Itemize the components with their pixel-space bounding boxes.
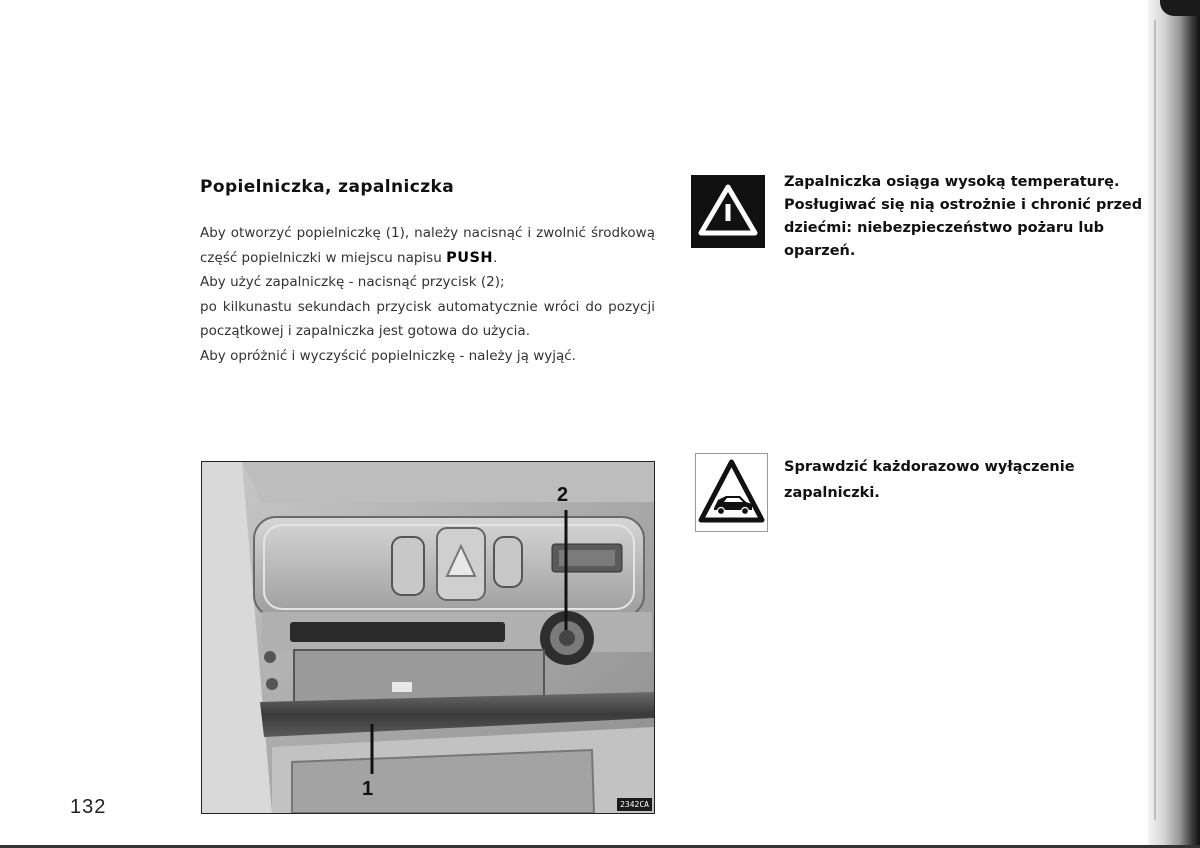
- section-heading: Popielniczka, zapalniczka: [200, 177, 455, 197]
- ashtray-lighter-photo: [201, 461, 655, 814]
- paragraph-empty-ashtray: Aby opróżnić i wyczyścić popielniczkę - należy ją wyjąć.: [200, 347, 576, 364]
- warning-text: Zapalniczka osiąga wysoką temperaturę. Posługiwać się nią ostrożnie i chronić przed dziećmi: niebezpieczeństwo pożaru lub oparzeń.: [784, 174, 1143, 259]
- paragraph-open-ashtray: Aby otworzyć popielniczkę (1), należy nacisnąć i zwolnić środkową część popielniczki w miejscu napisu PUSH.: [200, 225, 655, 266]
- paragraph-use-lighter: Aby użyć zapalniczkę - nacisnąć przycisk (2);: [200, 274, 505, 290]
- callout-1-label: 1: [362, 778, 374, 800]
- figure-code: 2342CA: [617, 798, 652, 811]
- warning-triangle-icon: [691, 175, 765, 248]
- page-corner: [1160, 0, 1200, 16]
- callout-2-label: 2: [557, 484, 569, 506]
- paragraph-lighter-return: po kilkunastu sekundach przycisk automatycznie wróci do pozycji początkowej i zapalniczka jest gotowa do użycia.: [200, 298, 655, 339]
- dashboard-illustration: [202, 462, 654, 813]
- page-binding-edge: [1148, 0, 1200, 848]
- car-warning-icon: [695, 453, 768, 532]
- section-body: [200, 221, 655, 368]
- page-number: 132: [70, 796, 107, 818]
- caution-text: Sprawdzić każdorazowo wyłączenie zapalniczki.: [784, 459, 1075, 501]
- push-label: PUSH: [446, 249, 494, 266]
